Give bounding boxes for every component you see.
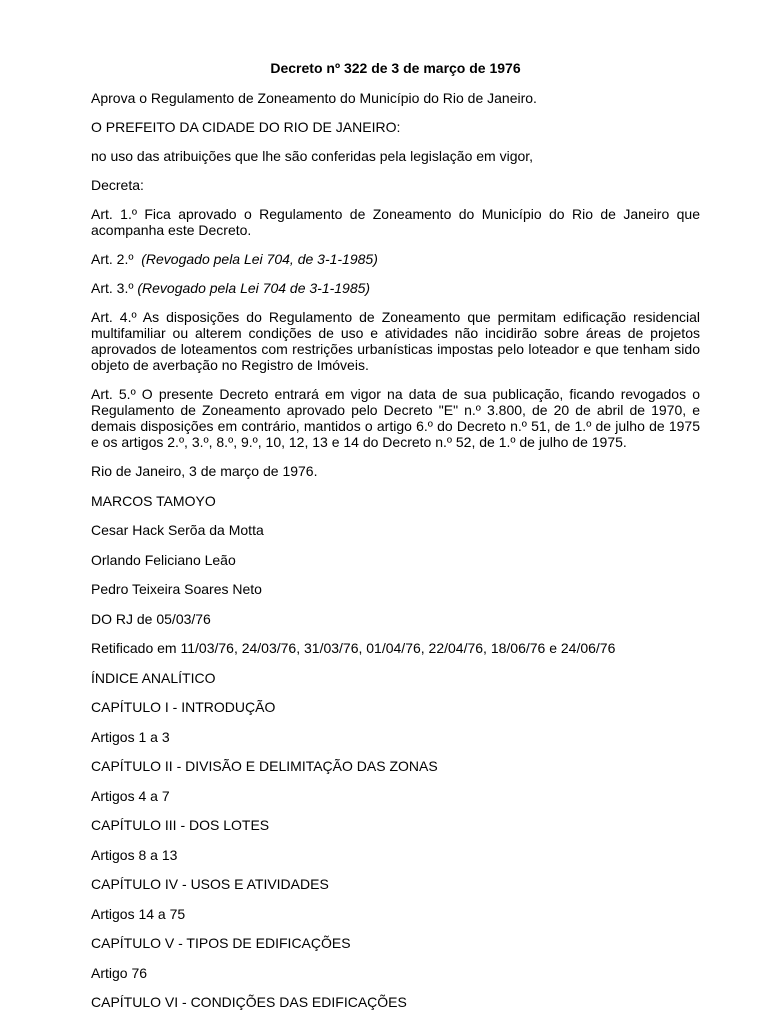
- place-date: Rio de Janeiro, 3 de março de 1976.: [91, 463, 318, 479]
- index-entry: Artigos 4 a 7: [91, 787, 170, 804]
- index-entry: CAPÍTULO IV - USOS E ATIVIDADES: [91, 876, 329, 892]
- decree-summary: Aprova o Regulamento de Zoneamento do Município do Rio de Janeiro.: [91, 90, 537, 106]
- article-2: [91, 251, 700, 267]
- rectified-line: Retificado em 11/03/76, 24/03/76, 31/03/76, 01/04/76, 22/04/76, 18/06/76 e 24/06/76: [91, 640, 616, 656]
- decreta-line: Decreta:: [91, 177, 144, 193]
- article-2-label: Art. 2.º: [91, 251, 134, 267]
- signatory: Cesar Hack Serõa da Motta: [91, 522, 264, 538]
- article-4-label: Art. 4.º: [91, 309, 137, 325]
- index-entry: Artigos 8 a 13: [91, 846, 178, 863]
- index-entry: CAPÍTULO III - DOS LOTES: [91, 817, 270, 833]
- article-3-text: (Revogado pela Lei 704 de 3-1-1985): [137, 280, 371, 296]
- authority-line: O PREFEITO DA CIDADE DO RIO DE JANEIRO:: [91, 119, 401, 135]
- article-3: [91, 280, 700, 296]
- index-entry: Artigos 14 a 75: [91, 905, 186, 922]
- index-title: ÍNDICE ANALÍTICO: [91, 669, 216, 686]
- article-5: [91, 386, 700, 450]
- article-5-text: O presente Decreto entrará em vigor na data de sua publicação, ficando revogados o Regulamento de Zoneamento aprovado pelo Decreto "E" n.º 3.800, de 20 de abril de 1970, e demais disposições em contrário, mantidos o artigo 6.º do Decreto n.º 51, de 1.º de julho de 1975 e os artigos 2.º, 3.º, 8.º, 9.º, 10, 12, 13 e 14 do Decreto n.º 52, de 1.º de julho de 1975.: [91, 386, 700, 450]
- article-4-text: As disposições do Regulamento de Zoneamento que permitam edificação residencial multifamiliar ou alterem condições de uso e atividades não incidirão sobre áreas de projetos aprovados de loteamentos com restrições urbanísticas impostas pelo loteador e que tenham sido objeto de averbação no Registro de Imóveis.: [91, 309, 700, 373]
- signatory: Pedro Teixeira Soares Neto: [91, 581, 262, 597]
- index-entry: Artigos 1 a 3: [91, 728, 170, 745]
- publication-line: DO RJ de 05/03/76: [91, 610, 211, 627]
- index-entry: CAPÍTULO VI - CONDIÇÕES DAS EDIFICAÇÕES: [91, 994, 407, 1010]
- article-3-label: Art. 3.º: [91, 280, 134, 296]
- index-entry: Artigo 76: [91, 964, 148, 981]
- article-4: [91, 309, 700, 373]
- article-5-label: Art. 5.º: [91, 386, 136, 402]
- usage-line: no uso das atribuições que lhe são conferidas pela legislação em vigor,: [91, 148, 534, 164]
- index-entry: CAPÍTULO II - DIVISÃO E DELIMITAÇÃO DAS ZONAS: [91, 758, 438, 774]
- document-title: Decreto nº 322 de 3 de março de 1976: [270, 60, 521, 76]
- article-1-text: Fica aprovado o Regulamento de Zoneamento do Município do Rio de Janeiro que acompanha este Decreto.: [91, 206, 700, 238]
- article-2-text: (Revogado pela Lei 704, de 3-1-1985): [141, 251, 378, 267]
- index-entry: CAPÍTULO I - INTRODUÇÃO: [91, 699, 276, 715]
- article-1: [91, 206, 700, 238]
- closing-section: [91, 463, 700, 1010]
- signatory: MARCOS TAMOYO: [91, 492, 216, 509]
- article-1-label: Art. 1.º: [91, 206, 137, 222]
- index-entry: CAPÍTULO V - TIPOS DE EDIFICAÇÕES: [91, 935, 351, 951]
- signatory: Orlando Feliciano Leão: [91, 551, 236, 568]
